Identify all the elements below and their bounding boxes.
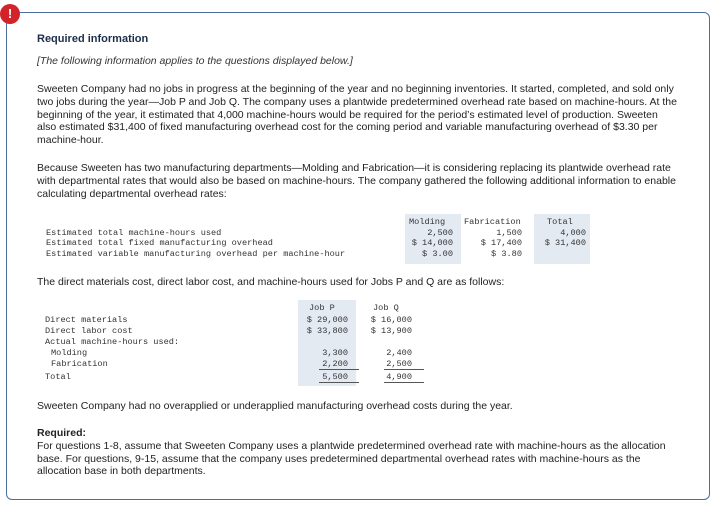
intro-paragraph: Sweeten Company had no jobs in progress at the beginning of the year and no beginning inventories. It started, completed, and sold only two jobs during the year—Job P and Job Q. The company uses a plantwide predetermined overhead rate based on machine-hours. At the beginning of the year, it estimated that 4,000 machine-hours would be required for the period’s estimated level of production. Sweeten also estimated $31,400 of fixed manufacturing overhead cost for the coming period and variable manufacturing overhead of $3.30 per machine-hour. — [37, 83, 677, 147]
required-information-title: Required information — [37, 33, 149, 45]
row-label-fabrication: Fabrication — [51, 359, 108, 369]
cell-job-q-molding: 2,400 — [386, 348, 412, 358]
row-label-actual-machine-hours: Actual machine-hours used: — [45, 337, 180, 347]
header-total: Total — [547, 217, 573, 227]
alert-icon: ! — [0, 4, 20, 24]
header-job-p: Job P — [309, 303, 335, 313]
cell-job-q-materials: $ 16,000 — [370, 315, 412, 325]
departments-paragraph: Because Sweeten has two manufacturing departments—Molding and Fabrication—it is considering replacing its plantwide overhead rate with departmental rates that would also be based on machine-hours. The company gathered the following additional information to enable calculating departmental overhead rates: — [37, 162, 676, 200]
row-label-est-variable-overhead: Estimated variable manufacturing overhead per machine-hour — [46, 249, 346, 259]
job-q-subtotal-line — [384, 369, 424, 370]
no-over-under-paragraph: Sweeten Company had no overapplied or underapplied manufacturing overhead costs during the year. — [37, 400, 513, 412]
job-p-total-line — [319, 382, 359, 383]
jobs-intro-paragraph: The direct materials cost, direct labor cost, and machine-hours used for Jobs P and Q are as follows: — [37, 276, 505, 288]
required-section — [37, 427, 677, 478]
cell-fabrication-variable: $ 3.80 — [491, 249, 522, 259]
estimates-table — [40, 214, 592, 264]
cell-molding-hours: 2,500 — [427, 228, 453, 238]
required-label: Required: — [37, 427, 87, 439]
cell-fabrication-hours: 1,500 — [496, 228, 522, 238]
cell-job-p-fabrication: 2,200 — [322, 359, 348, 369]
jobs-table — [40, 300, 422, 386]
cell-job-p-total: 5,500 — [322, 372, 348, 382]
cell-job-q-labor: $ 13,900 — [370, 326, 412, 336]
cell-fabrication-fixed: $ 17,400 — [480, 238, 522, 248]
header-molding: Molding — [409, 217, 446, 227]
row-label-molding: Molding — [51, 348, 88, 358]
cell-job-q-fabrication: 2,500 — [386, 359, 412, 369]
required-text: For questions 1-8, assume that Sweeten Company uses a plantwide predetermined overhead rate with machine-hours as the allocation base. For questions, 9-15, assume that the company uses predetermined departmental overhead rates with machine-hours as the allocation base in both departments. — [37, 439, 666, 478]
cell-job-q-total: 4,900 — [386, 372, 412, 382]
header-job-q: Job Q — [373, 303, 399, 313]
cell-molding-variable: $ 3.00 — [422, 249, 453, 259]
row-label-est-fixed-overhead: Estimated total fixed manufacturing overhead — [46, 238, 273, 248]
cell-job-p-molding: 3,300 — [322, 348, 348, 358]
cell-job-p-materials: $ 29,000 — [306, 315, 348, 325]
applies-note: [The following information applies to the questions displayed below.] — [37, 55, 353, 67]
row-label-direct-labor: Direct labor cost — [45, 326, 133, 336]
cell-total-fixed: $ 31,400 — [544, 238, 586, 248]
row-label-direct-materials: Direct materials — [45, 315, 128, 325]
cell-job-p-labor: $ 33,800 — [306, 326, 348, 336]
header-fabrication: Fabrication — [464, 217, 521, 227]
job-p-subtotal-line — [319, 369, 359, 370]
cell-total-hours: 4,000 — [560, 228, 586, 238]
cell-molding-fixed: $ 14,000 — [411, 238, 453, 248]
row-label-est-machine-hours: Estimated total machine-hours used — [46, 228, 222, 238]
job-q-total-line — [384, 382, 424, 383]
row-label-total: Total — [45, 372, 71, 382]
